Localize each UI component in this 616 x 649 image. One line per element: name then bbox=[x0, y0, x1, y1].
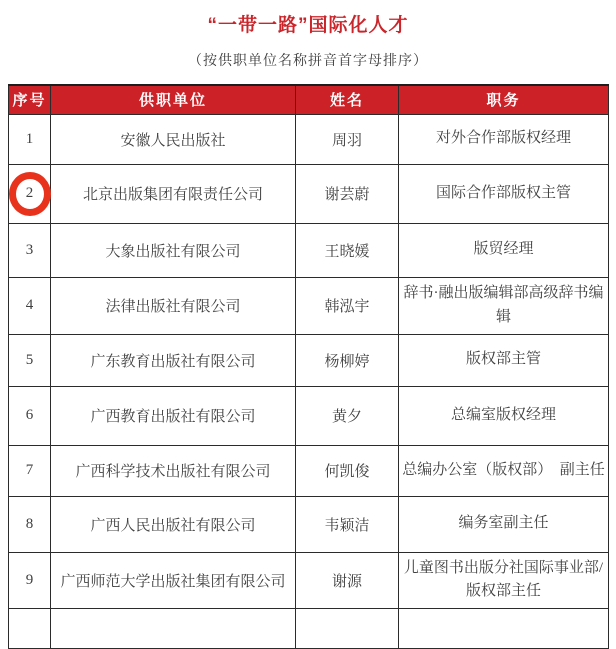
cell-no: 1 bbox=[9, 114, 51, 164]
cell-org: 法律出版社有限公司 bbox=[51, 277, 296, 334]
cell-no bbox=[9, 164, 51, 223]
cell-position: 版权部主管 bbox=[399, 334, 609, 386]
col-header-position: 职务 bbox=[399, 85, 609, 114]
cell-name: 何凯俊 bbox=[296, 445, 399, 496]
cell-no: 5 bbox=[9, 334, 51, 386]
table-row bbox=[9, 334, 609, 386]
table-row bbox=[9, 277, 609, 334]
cell-no: 9 bbox=[9, 552, 51, 608]
cell-name: 王晓媛 bbox=[296, 223, 399, 277]
cell-no: 3 bbox=[9, 223, 51, 277]
cell-no: 6 bbox=[9, 386, 51, 445]
cell-position: 儿童图书出版分社国际事业部/版权部主任 bbox=[399, 552, 609, 608]
cell-org: 广西师范大学出版社集团有限公司 bbox=[51, 552, 296, 608]
table-row bbox=[9, 223, 609, 277]
table-row bbox=[9, 496, 609, 552]
table-header-row bbox=[9, 85, 609, 114]
cell-org bbox=[51, 608, 296, 648]
table-row bbox=[9, 386, 609, 445]
talent-table bbox=[8, 84, 609, 649]
cell-org: 广西教育出版社有限公司 bbox=[51, 386, 296, 445]
cell-org: 广西科学技术出版社有限公司 bbox=[51, 445, 296, 496]
cell-name: 韦颖洁 bbox=[296, 496, 399, 552]
cell-position: 总编办公室（版权部） 副主任 bbox=[399, 445, 609, 496]
cell-name: 谢芸蔚 bbox=[296, 164, 399, 223]
cell-no: 7 bbox=[9, 445, 51, 496]
cell-org: 北京出版集团有限责任公司 bbox=[51, 164, 296, 223]
table-row-partial bbox=[9, 608, 609, 648]
table-row bbox=[9, 164, 609, 223]
page-subtitle: （按供职单位名称拼音首字母排序） bbox=[188, 52, 428, 68]
cell-name: 黄夕 bbox=[296, 386, 399, 445]
serial-number: 2 bbox=[25, 185, 34, 201]
cell-no bbox=[9, 608, 51, 648]
table-row bbox=[9, 552, 609, 608]
col-header-name: 姓名 bbox=[296, 85, 399, 114]
table-row bbox=[9, 445, 609, 496]
cell-org: 广东教育出版社有限公司 bbox=[51, 334, 296, 386]
col-header-org: 供职单位 bbox=[51, 85, 296, 114]
page-title: “一带一路”国际化人才 bbox=[207, 15, 409, 36]
cell-no: 4 bbox=[9, 277, 51, 334]
cell-org: 安徽人民出版社 bbox=[51, 114, 296, 164]
cell-org: 广西人民出版社有限公司 bbox=[51, 496, 296, 552]
col-header-no: 序号 bbox=[9, 85, 51, 114]
cell-position: 辞书·融出版编辑部高级辞书编辑 bbox=[399, 277, 609, 334]
cell-name: 谢源 bbox=[296, 552, 399, 608]
cell-position: 总编室版权经理 bbox=[399, 386, 609, 445]
cell-name: 韩泓宇 bbox=[296, 277, 399, 334]
cell-name: 杨柳婷 bbox=[296, 334, 399, 386]
cell-name: 周羽 bbox=[296, 114, 399, 164]
table-row bbox=[9, 114, 609, 164]
cell-position: 国际合作部版权主管 bbox=[399, 164, 609, 223]
cell-position: 版贸经理 bbox=[399, 223, 609, 277]
cell-position bbox=[399, 608, 609, 648]
cell-position: 编务室副主任 bbox=[399, 496, 609, 552]
cell-no: 8 bbox=[9, 496, 51, 552]
cell-org: 大象出版社有限公司 bbox=[51, 223, 296, 277]
cell-position: 对外合作部版权经理 bbox=[399, 114, 609, 164]
cell-name bbox=[296, 608, 399, 648]
circled-serial bbox=[12, 185, 47, 202]
